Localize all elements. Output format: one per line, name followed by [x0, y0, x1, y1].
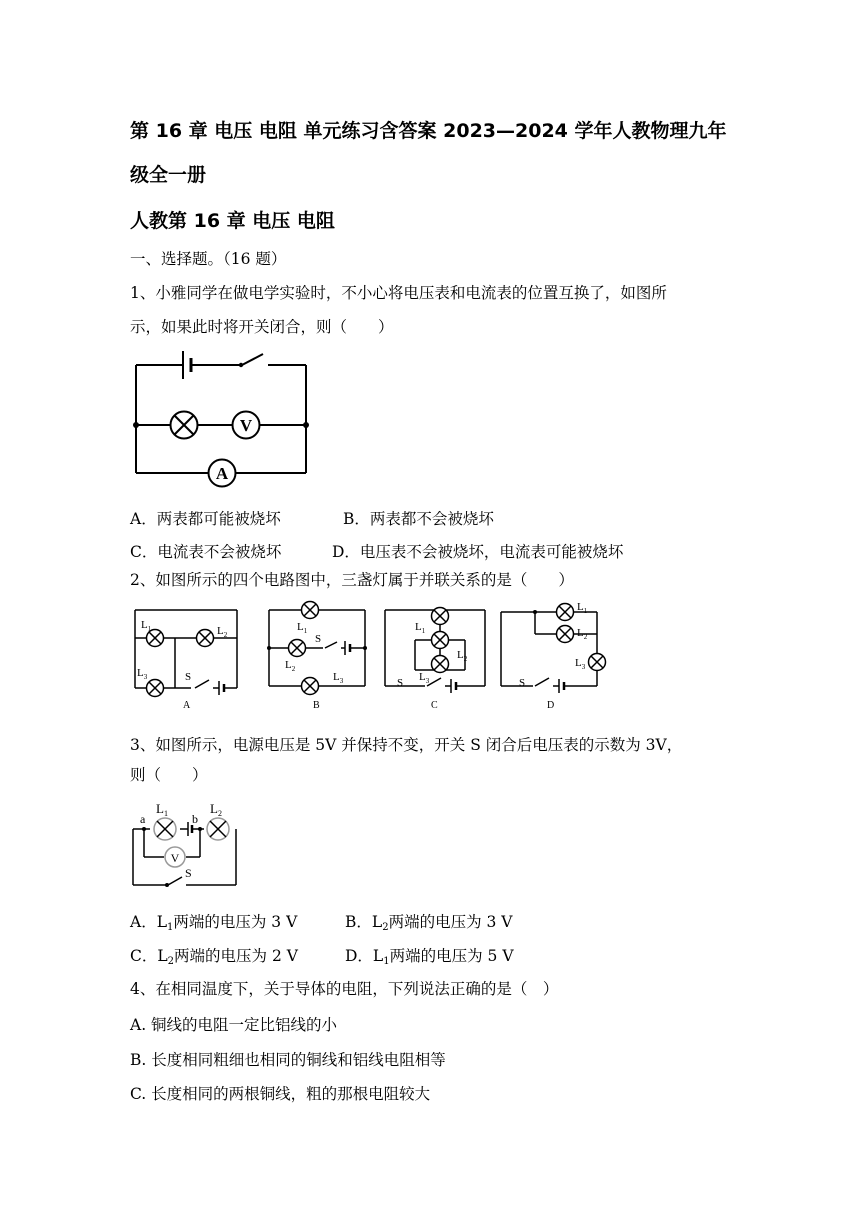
q1-option-d: D．电压表不会被烧坏，电流表可能被烧坏 [332, 543, 624, 561]
lamp-icon [171, 412, 198, 439]
svg-text:L3: $L_3$ [333, 671, 344, 685]
svg-text:L2: $L_2$ [285, 659, 296, 673]
svg-text:a: a [140, 812, 146, 826]
q4-stem: 4、在相同温度下，关于导体的电阻，下列说法正确的是（ ） [130, 980, 559, 998]
svg-text:S: S [397, 677, 404, 689]
q1-stem-line-2: 示，如果此时将开关闭合，则（ ） [130, 318, 394, 336]
lamp-icon [302, 602, 319, 619]
svg-text:b: b [192, 812, 198, 826]
svg-text:L3: $L_3$ [575, 657, 586, 671]
svg-text:L1: $L_1$ [156, 801, 168, 818]
q4-option-a: A. 铜线的电阻一定比铝线的小 [130, 1016, 338, 1034]
figure-label-b: B [313, 700, 320, 711]
ammeter-label: A [215, 464, 229, 483]
svg-text:L2: $L_2$ [210, 801, 222, 818]
q1-circuit-figure [128, 345, 328, 485]
q3-stem-line-1: 3、如图所示，电源电压是 5V 并保持不变，开关 S 闭合后电压表的示数为 3V， [130, 736, 683, 754]
lamp-icon [289, 640, 306, 657]
q3-option-b: B．$L_2$两端的电压为 3 V [345, 913, 513, 933]
svg-text:L1: $L_1$ [297, 621, 308, 635]
lamp-l1-icon [154, 818, 176, 840]
lamp-icon [302, 678, 319, 695]
q2-circuit-figures [125, 600, 625, 712]
q4-option-b: B. 长度相同粗细也相同的铜线和铝线电阻相等 [130, 1051, 446, 1069]
q2-circuit-b [267, 602, 367, 712]
lamp-icon [197, 630, 214, 647]
svg-text:L2: $L_2$ [577, 627, 588, 641]
lamp-icon [557, 604, 574, 621]
q2-circuit-a [135, 610, 237, 711]
lamp-icon [432, 656, 449, 673]
q2-circuit-c [385, 608, 485, 712]
q3-option-a: A．$L_1$两端的电压为 3 V [130, 913, 298, 933]
svg-text:L3: $L_3$ [137, 667, 148, 681]
q3-stem-line-2: 则（ ） [130, 766, 208, 784]
q2-circuit-d [501, 601, 606, 711]
svg-text:L2: $L_2$ [457, 649, 468, 663]
svg-text:L1: $L_1$ [141, 619, 152, 633]
lamp-icon [557, 626, 574, 643]
voltmeter-label: V [239, 416, 253, 435]
figure-label-c: C [431, 700, 438, 711]
chapter-heading: 人教第 16 章 电压 电阻 [130, 210, 335, 232]
q1-option-c: C．电流表不会被烧坏 [130, 543, 282, 561]
lamp-icon [432, 608, 449, 625]
svg-text:S: S [185, 866, 192, 880]
svg-text:L3: $L_3$ [419, 671, 430, 685]
lamp-icon [589, 654, 606, 671]
q1-stem-line-1: 1、小雅同学在做电学实验时，不小心将电压表和电流表的位置互换了，如图所 [130, 284, 667, 302]
figure-label-a: A [183, 700, 191, 711]
q3-option-d: D．$L_1$两端的电压为 5 V [345, 947, 514, 967]
svg-text:S: S [185, 671, 192, 683]
q2-stem: 2、如图所示的四个电路图中，三盏灯属于并联关系的是（ ） [130, 571, 574, 589]
q1-option-b: B．两表都不会被烧坏 [343, 510, 494, 528]
lamp-icon [432, 632, 449, 649]
lamp-icon [147, 680, 164, 697]
q3-circuit-figure [128, 797, 248, 889]
svg-text:S: S [315, 633, 322, 645]
svg-text:L1: $L_1$ [577, 601, 588, 615]
document-title-line-2: 级全一册 [130, 164, 207, 186]
svg-text:L2: $L_2$ [217, 625, 228, 639]
svg-text:L1: $L_1$ [415, 621, 426, 635]
svg-text:S: S [519, 677, 526, 689]
lamp-l2-icon [207, 818, 229, 840]
q3-option-c: C．$L_2$两端的电压为 2 V [130, 947, 298, 967]
section-heading: 一、选择题。（16 题） [130, 250, 287, 268]
document-title-line-1: 第 16 章 电压 电阻 单元练习含答案 2023—2024 学年人教物理九年 [130, 120, 727, 142]
figure-label-d: D [547, 700, 555, 711]
q1-option-a: A．两表都可能被烧坏 [130, 510, 281, 528]
q4-option-c: C. 长度相同的两根铜线，粗的那根电阻较大 [130, 1085, 431, 1103]
svg-text:V: V [170, 851, 180, 865]
